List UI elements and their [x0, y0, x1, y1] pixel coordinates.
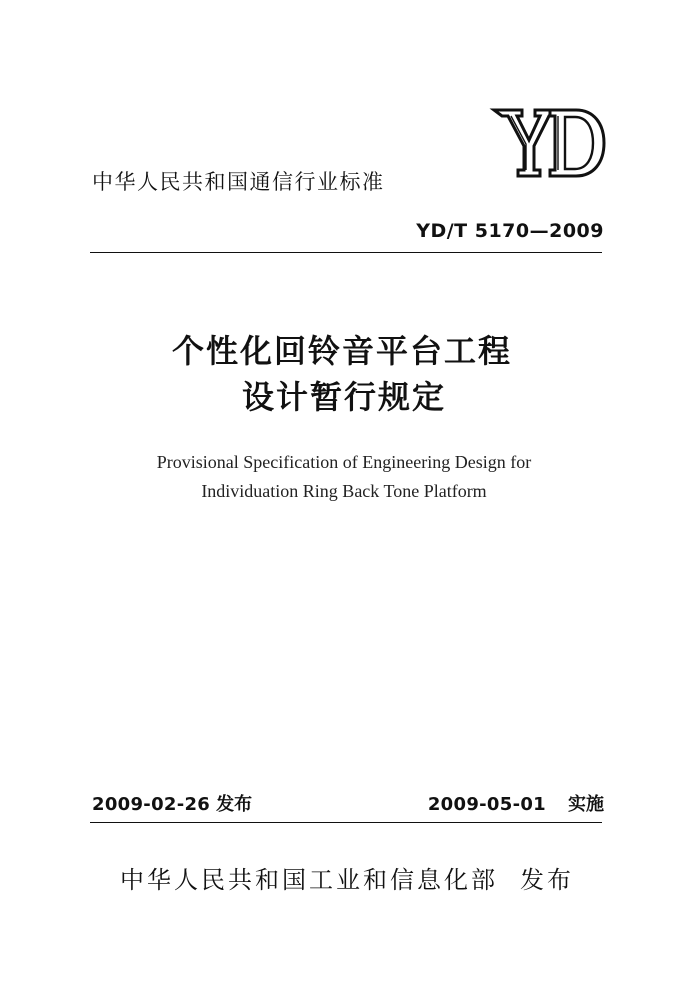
publisher-label: 发布 [520, 866, 574, 894]
standard-number: YD/T 5170—2009 [416, 220, 604, 242]
issue-label: 发布 [216, 794, 253, 815]
yd-logo [488, 100, 608, 186]
implement-label: 实施 [568, 794, 604, 815]
title-cn-line2: 设计暂行规定 [241, 378, 446, 416]
title-en-line1: Provisional Specification of Engineering Design for [156, 452, 532, 472]
issue-date: 2009-02-26 [92, 794, 211, 815]
issue-date-block [92, 790, 252, 816]
implement-date: 2009-05-01 [427, 794, 546, 815]
title-cn-line1: 个性化回铃音平台工程 [171, 332, 512, 370]
footer-divider [90, 822, 602, 823]
publisher-block [120, 860, 574, 895]
standard-category: 中华人民共和国通信行业标准 [92, 170, 385, 194]
title-en-line2: Individuation Ring Back Tone Platform [201, 481, 487, 501]
header-divider [90, 252, 602, 253]
implement-date-block [428, 790, 604, 816]
publisher-name: 中华人民共和国工业和信息化部 [120, 866, 498, 894]
